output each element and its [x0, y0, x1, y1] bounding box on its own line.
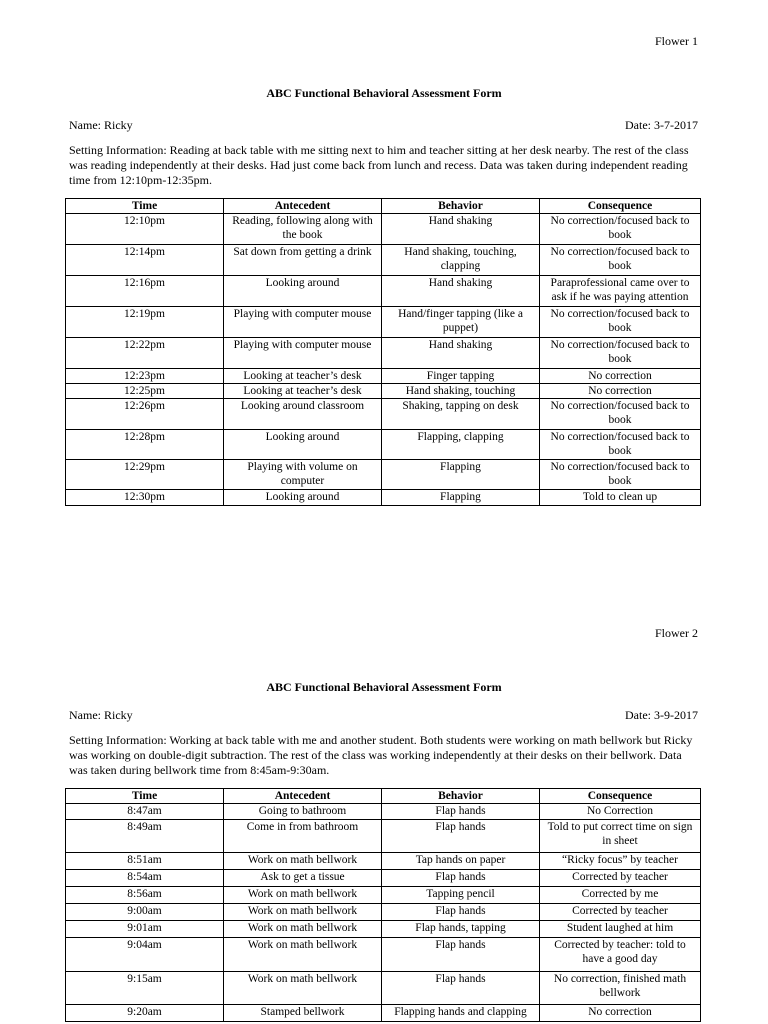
- cell-behavior: Hand shaking: [382, 338, 540, 369]
- cell-consequence: No correction: [540, 1005, 701, 1022]
- cell-consequence: No correction/focused back to book: [540, 214, 701, 245]
- cell-behavior: Hand shaking, touching, clapping: [382, 245, 540, 276]
- cell-behavior: Shaking, tapping on desk: [382, 399, 540, 430]
- cell-behavior: Flap hands: [382, 972, 540, 1005]
- cell-consequence: No correction/focused back to book: [540, 460, 701, 490]
- cell-time: 12:22pm: [66, 338, 224, 369]
- cell-time: 8:56am: [66, 887, 224, 904]
- column-header-time: Time: [66, 789, 224, 804]
- table-body: [66, 804, 701, 1022]
- table-row: [66, 938, 701, 972]
- column-header-consequence: Consequence: [540, 789, 701, 804]
- cell-time: 12:25pm: [66, 384, 224, 399]
- table-row: [66, 214, 701, 245]
- cell-antecedent: Work on math bellwork: [224, 887, 382, 904]
- cell-antecedent: Looking around: [224, 430, 382, 460]
- cell-time: 8:47am: [66, 804, 224, 820]
- cell-consequence: “Ricky focus” by teacher: [540, 853, 701, 870]
- cell-behavior: Flap hands: [382, 904, 540, 921]
- table-body: [66, 214, 701, 506]
- column-header-consequence: Consequence: [540, 199, 701, 214]
- cell-antecedent: Stamped bellwork: [224, 1005, 382, 1022]
- cell-consequence: No correction, finished math bellwork: [540, 972, 701, 1005]
- cell-time: 12:14pm: [66, 245, 224, 276]
- column-header-antecedent: Antecedent: [224, 199, 382, 214]
- cell-behavior: Flapping, clapping: [382, 430, 540, 460]
- cell-antecedent: Work on math bellwork: [224, 921, 382, 938]
- cell-time: 9:01am: [66, 921, 224, 938]
- form-title: ABC Functional Behavioral Assessment Form: [266, 86, 502, 100]
- cell-consequence: Paraprofessional came over to ask if he was paying attention: [540, 276, 701, 307]
- table-row: [66, 972, 701, 1005]
- setting-information: Setting Information: Working at back table with me and another student. Both students were working on math bellwork but Ricky was working on double-digit subtraction. The rest of the class was working independently at their desks on their bellwork. Data was taken during bellwork time from 8:45am-9:30am.: [69, 733, 693, 777]
- cell-consequence: No correction/focused back to book: [540, 430, 701, 460]
- cell-behavior: Flap hands, tapping: [382, 921, 540, 938]
- table-row: [66, 307, 701, 338]
- abc-table: [65, 198, 701, 506]
- cell-behavior: Flap hands: [382, 870, 540, 887]
- cell-time: 12:10pm: [66, 214, 224, 245]
- cell-consequence: No Correction: [540, 804, 701, 820]
- cell-time: 9:20am: [66, 1005, 224, 1022]
- cell-consequence: Told to put correct time on sign in sheet: [540, 820, 701, 853]
- column-header-antecedent: Antecedent: [224, 789, 382, 804]
- cell-behavior: Flapping hands and clapping: [382, 1005, 540, 1022]
- cell-consequence: Corrected by teacher: [540, 870, 701, 887]
- observation-date: Date: 3-7-2017: [625, 118, 698, 132]
- table-row: [66, 276, 701, 307]
- cell-time: 8:54am: [66, 870, 224, 887]
- cell-time: 9:15am: [66, 972, 224, 1005]
- table-row: [66, 870, 701, 887]
- table-row: [66, 921, 701, 938]
- cell-behavior: Hand shaking: [382, 214, 540, 245]
- cell-consequence: No correction/focused back to book: [540, 245, 701, 276]
- cell-time: 12:26pm: [66, 399, 224, 430]
- cell-time: 8:49am: [66, 820, 224, 853]
- cell-antecedent: Sat down from getting a drink: [224, 245, 382, 276]
- student-name: Name: Ricky: [69, 118, 133, 132]
- cell-behavior: Flapping: [382, 460, 540, 490]
- abc-table: [65, 788, 701, 1022]
- setting-information: Setting Information: Reading at back table with me sitting next to him and teacher sitting at her desk nearby. The rest of the class was reading independently at their desks. Had just come back from lunch and recess. Data was taken during independent reading time from 12:10pm-12:35pm.: [69, 143, 689, 187]
- cell-time: 9:04am: [66, 938, 224, 972]
- page-header: Flower 2: [655, 626, 698, 640]
- table-row: [66, 1005, 701, 1022]
- cell-behavior: Finger tapping: [382, 369, 540, 384]
- cell-behavior: Flap hands: [382, 938, 540, 972]
- cell-behavior: Hand shaking, touching: [382, 384, 540, 399]
- cell-consequence: Corrected by teacher: told to have a good day: [540, 938, 701, 972]
- cell-behavior: Flapping: [382, 490, 540, 506]
- table-row: [66, 490, 701, 506]
- table-row: [66, 369, 701, 384]
- cell-behavior: Flap hands: [382, 820, 540, 853]
- cell-antecedent: Come in from bathroom: [224, 820, 382, 853]
- table-header-row: [66, 199, 701, 214]
- table-row: [66, 245, 701, 276]
- cell-antecedent: Reading, following along with the book: [224, 214, 382, 245]
- cell-time: 8:51am: [66, 853, 224, 870]
- table-row: [66, 460, 701, 490]
- observation-date: Date: 3-9-2017: [625, 708, 698, 722]
- cell-consequence: No correction/focused back to book: [540, 307, 701, 338]
- cell-behavior: Hand shaking: [382, 276, 540, 307]
- table-row: [66, 430, 701, 460]
- cell-antecedent: Work on math bellwork: [224, 904, 382, 921]
- column-header-behavior: Behavior: [382, 199, 540, 214]
- table-row: [66, 820, 701, 853]
- column-header-time: Time: [66, 199, 224, 214]
- cell-time: 12:30pm: [66, 490, 224, 506]
- cell-time: 12:23pm: [66, 369, 224, 384]
- cell-antecedent: Looking at teacher’s desk: [224, 384, 382, 399]
- cell-antecedent: Ask to get a tissue: [224, 870, 382, 887]
- cell-antecedent: Looking around classroom: [224, 399, 382, 430]
- table-row: [66, 399, 701, 430]
- cell-antecedent: Work on math bellwork: [224, 972, 382, 1005]
- cell-consequence: No correction/focused back to book: [540, 338, 701, 369]
- page-header: Flower 1: [655, 34, 698, 48]
- table-row: [66, 804, 701, 820]
- table-row: [66, 853, 701, 870]
- cell-behavior: Hand/finger tapping (like a puppet): [382, 307, 540, 338]
- cell-antecedent: Playing with computer mouse: [224, 307, 382, 338]
- cell-time: 9:00am: [66, 904, 224, 921]
- cell-consequence: Corrected by me: [540, 887, 701, 904]
- cell-time: 12:29pm: [66, 460, 224, 490]
- table-header-row: [66, 789, 701, 804]
- cell-antecedent: Work on math bellwork: [224, 853, 382, 870]
- column-header-behavior: Behavior: [382, 789, 540, 804]
- cell-consequence: No correction: [540, 384, 701, 399]
- cell-antecedent: Playing with volume on computer: [224, 460, 382, 490]
- table-row: [66, 384, 701, 399]
- cell-consequence: Student laughed at him: [540, 921, 701, 938]
- cell-antecedent: Looking at teacher’s desk: [224, 369, 382, 384]
- cell-antecedent: Playing with computer mouse: [224, 338, 382, 369]
- cell-antecedent: Going to bathroom: [224, 804, 382, 820]
- cell-antecedent: Work on math bellwork: [224, 938, 382, 972]
- cell-consequence: No correction/focused back to book: [540, 399, 701, 430]
- table-row: [66, 338, 701, 369]
- student-name: Name: Ricky: [69, 708, 133, 722]
- cell-consequence: Corrected by teacher: [540, 904, 701, 921]
- cell-behavior: Tapping pencil: [382, 887, 540, 904]
- table-row: [66, 887, 701, 904]
- table-row: [66, 904, 701, 921]
- cell-time: 12:16pm: [66, 276, 224, 307]
- cell-behavior: Tap hands on paper: [382, 853, 540, 870]
- form-title: ABC Functional Behavioral Assessment Form: [266, 680, 502, 694]
- cell-antecedent: Looking around: [224, 490, 382, 506]
- cell-time: 12:19pm: [66, 307, 224, 338]
- cell-antecedent: Looking around: [224, 276, 382, 307]
- cell-time: 12:28pm: [66, 430, 224, 460]
- cell-consequence: No correction: [540, 369, 701, 384]
- cell-behavior: Flap hands: [382, 804, 540, 820]
- cell-consequence: Told to clean up: [540, 490, 701, 506]
